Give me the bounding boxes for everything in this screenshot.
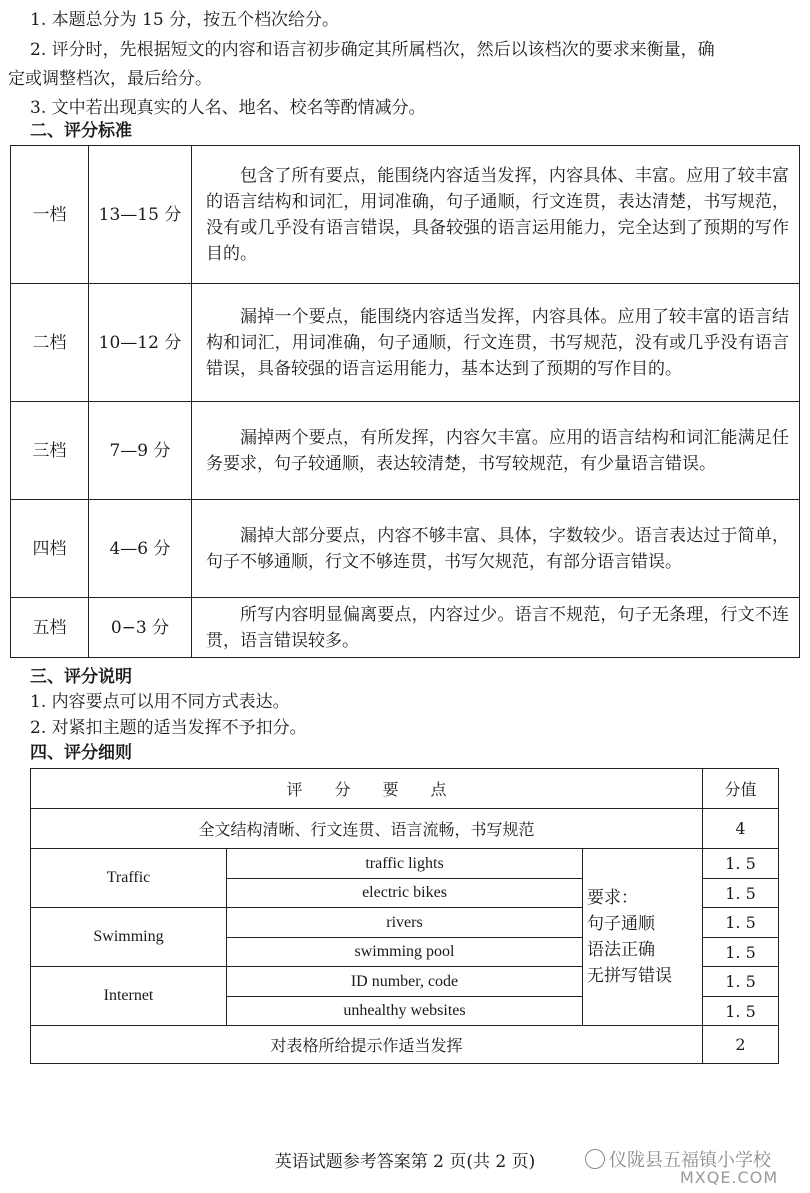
topic-cell: Traffic (31, 849, 227, 908)
overall-row (31, 809, 779, 849)
point-cell: electric bikes (227, 879, 583, 908)
level-score: 0−3 分 (89, 598, 192, 658)
note-line-2: 2. 对紧扣主题的适当发挥不予扣分。 (30, 718, 307, 738)
scoring-details-table (30, 768, 779, 1064)
point-cell: traffic lights (227, 849, 583, 879)
topic-cell: Internet (31, 967, 227, 1026)
level-description: 漏掉一个要点，能围绕内容适当发挥，内容具体。应用了较丰富的语言结构和词汇，用词准确，句子通顺，行文连贯，书写规范，没有或几乎没有语言错误，具备较强的语言运用能力，基本达到了预期的写作目的。 (192, 284, 800, 402)
score-cell: 1. 5 (703, 967, 779, 997)
level-name: 一档 (11, 146, 89, 284)
extra-score: 2 (703, 1026, 779, 1064)
section-heading-details: 四、评分细则 (30, 743, 132, 763)
watermark-text: 仪陇县五福镇小学校 (609, 1150, 771, 1171)
level-name: 四档 (11, 500, 89, 598)
intro-line-2: 2. 评分时，先根据短文的内容和语言初步确定其所属档次，然后以该档次的要求来衡量，确 (30, 40, 715, 60)
note-line-1: 1. 内容要点可以用不同方式表达。 (30, 692, 290, 712)
level-row (11, 500, 800, 598)
level-row (11, 598, 800, 658)
level-description: 漏掉大部分要点，内容不够丰富、具体，字数较少。语言表达过于简单，句子不够通顺，行文不够连贯，书写欠规范，有部分语言错误。 (192, 500, 800, 598)
level-name: 五档 (11, 598, 89, 658)
detail-row (31, 849, 779, 879)
level-name: 二档 (11, 284, 89, 402)
wechat-icon (585, 1149, 605, 1169)
level-score: 4—6 分 (89, 500, 192, 598)
intro-line-3: 定或调整档次，最后给分。 (8, 69, 212, 89)
level-score: 13—15 分 (89, 146, 192, 284)
intro-line-4: 3. 文中若出现真实的人名、地名、校名等酌情减分。 (30, 98, 426, 118)
requirements-cell (583, 849, 703, 1026)
level-score: 7—9 分 (89, 402, 192, 500)
overall-point: 全文结构清晰、行文连贯、语言流畅，书写规范 (31, 809, 703, 849)
point-cell: rivers (227, 908, 583, 938)
level-description: 漏掉两个要点，有所发挥，内容欠丰富。应用的语言结构和词汇能满足任务要求，句子较通顺，表达较清楚，书写较规范，有少量语言错误。 (192, 402, 800, 500)
section-heading-notes: 三、评分说明 (30, 667, 132, 687)
watermark-site: MXQE.COM (680, 1168, 779, 1187)
score-cell: 1. 5 (703, 879, 779, 908)
point-cell: ID number, code (227, 967, 583, 997)
level-name: 三档 (11, 402, 89, 500)
level-row (11, 146, 800, 284)
level-row (11, 402, 800, 500)
requirement-line: 要求： (587, 888, 638, 908)
intro-line-1: 1. 本题总分为 15 分，按五个档次给分。 (30, 10, 340, 30)
header-score: 分值 (703, 769, 779, 809)
section-heading-criteria: 二、评分标准 (30, 121, 132, 141)
point-cell: swimming pool (227, 938, 583, 967)
score-cell: 1. 5 (703, 997, 779, 1026)
score-cell: 1. 5 (703, 938, 779, 967)
topic-cell: Swimming (31, 908, 227, 967)
level-description: 所写内容明显偏离要点，内容过少。语言不规范，句子无条理，行文不连贯，语言错误较多。 (192, 598, 800, 658)
requirement-line: 无拼写错误 (587, 966, 672, 986)
extra-point: 对表格所给提示作适当发挥 (31, 1026, 703, 1064)
requirement-line: 语法正确 (587, 940, 655, 960)
level-row (11, 284, 800, 402)
point-cell: unhealthy websites (227, 997, 583, 1026)
extra-row (31, 1026, 779, 1064)
level-description: 包含了所有要点，能围绕内容适当发挥，内容具体、丰富。应用了较丰富的语言结构和词汇，用词准确，句子通顺，行文连贯，表达清楚，书写规范，没有或几乎没有语言错误，具备较强的语言运用能力，完全达到了预期的写作目的。 (192, 146, 800, 284)
score-cell: 1. 5 (703, 849, 779, 879)
overall-score: 4 (703, 809, 779, 849)
grading-levels-table (10, 145, 800, 658)
details-header-row (31, 769, 779, 809)
page-footer: 英语试题参考答案第 2 页(共 2 页) (274, 1152, 536, 1172)
level-score: 10—12 分 (89, 284, 192, 402)
score-cell: 1. 5 (703, 908, 779, 938)
requirement-line: 句子通顺 (587, 914, 655, 934)
header-points: 评 分 要 点 (31, 769, 703, 809)
